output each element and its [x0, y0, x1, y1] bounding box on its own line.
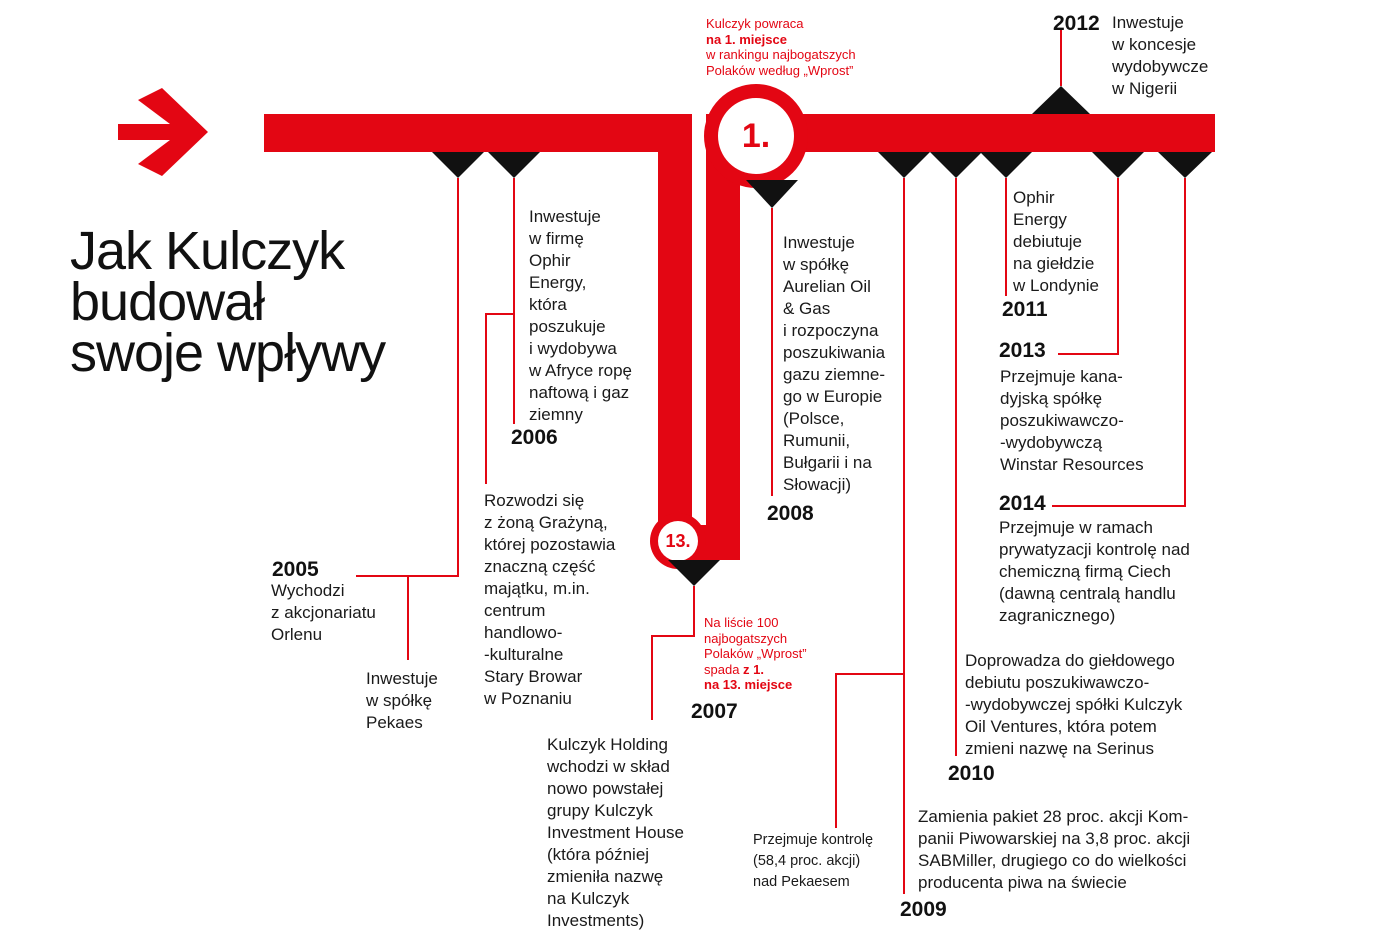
callout-top-bold: na 1. miejsce	[706, 31, 787, 47]
year-2005: 2005	[272, 558, 319, 581]
callout-drop	[704, 615, 807, 693]
event-2012-nigeria: Inwestuje w koncesje wydobywcze w Nigerii	[1112, 13, 1209, 98]
marker-2010	[930, 152, 982, 178]
marker-2012	[1032, 86, 1090, 114]
marker-2009	[878, 152, 930, 178]
year-2006: 2006	[511, 426, 558, 449]
event-2008-aurelian: Inwestuje w spółkę Aurelian Oil & Gas i rozpoczyna poszukiwania gazu ziemne- go w Europie (Polsce, Rumunii, Bułgarii i na Słowacji)	[783, 233, 886, 494]
callout-top-pre: Kulczyk powraca	[706, 16, 804, 31]
event-2005-orlen: Wychodzi z akcjonariatu Orlenu	[271, 581, 376, 644]
marker-2011	[980, 152, 1032, 178]
event-2007-holding: Kulczyk Holding wchodzi w skład nowo powstałej grupy Kulczyk Investment House (która później zmieniła nazwę na Kulczyk Investments)	[547, 735, 685, 930]
callout-drop-pre: Na liście 100 najbogatszych Polaków „Wprost” spada	[704, 615, 807, 677]
callout-top	[706, 16, 856, 78]
marker-2013	[1092, 152, 1144, 178]
event-2009-sabmiller: Zamienia pakiet 28 proc. akcji Kom- panii Piwowarskiej na 3,8 proc. akcji SABMiller, drugiego co do wielkości producenta piwa na świecie	[918, 807, 1191, 892]
marker-2007	[668, 560, 720, 586]
year-2013: 2013	[999, 339, 1046, 362]
callout-drop-bold1: z 1.	[743, 661, 765, 677]
line-2007	[652, 586, 694, 720]
event-2010-serinus: Doprowadza do giełdowego debiutu poszukiwawczo- -wydobywczej spółki Kulczyk Oil Ventures, która potem zmieni nazwę na Serinus	[965, 651, 1183, 758]
year-2012: 2012	[1053, 12, 1100, 35]
page-title: Jak Kulczyk budował swoje wpływy	[70, 221, 386, 383]
event-2013-winstar: Przejmuje kana- dyjską spółkę poszukiwawczo- -wydobywczą Winstar Resources	[1000, 367, 1144, 474]
rank-thirteen-label: 13.	[665, 531, 691, 551]
marker-2005	[432, 152, 484, 178]
callout-drop-bold2: na 13. miejsce	[704, 677, 793, 692]
event-2014-ciech: Przejmuje w ramach prywatyzacji kontrolę nad chemiczną firmą Ciech (dawną centralą handlu zagranicznego)	[999, 518, 1190, 625]
event-2011-ophir-ipo: Ophir Energy debiutuje na giełdzie w Londynie	[1013, 188, 1100, 295]
event-2005-pekaes: Inwestuje w spółkę Pekaes	[366, 669, 438, 732]
event-2006-ophir: Inwestuje w firmę Ophir Energy, która poszukuje i wydobywa w Afryce ropę naftową i gaz ziemny	[529, 207, 632, 424]
year-2011: 2011	[1002, 298, 1048, 321]
year-2010: 2010	[948, 762, 995, 785]
year-2007: 2007	[691, 700, 738, 723]
year-2008: 2008	[767, 502, 814, 525]
marker-2014	[1158, 152, 1212, 178]
year-2009: 2009	[900, 898, 947, 921]
line-2009a	[836, 674, 904, 828]
callout-top-post: w rankingu najbogatszych Polaków według „Wprost”	[706, 47, 856, 78]
event-2006-divorce: Rozwodzi się z żoną Grażyną, której pozostawia znaczną część majątku, m.in. centrum handlowo- -kulturalne Stary Browar w Poznaniu	[484, 491, 616, 708]
line-2006b	[486, 314, 514, 484]
marker-2006	[488, 152, 540, 178]
marker-2008	[746, 180, 798, 208]
rank-first-label: 1.	[741, 117, 771, 155]
year-2014: 2014	[999, 492, 1046, 515]
right-arrow-icon	[118, 88, 208, 176]
event-2009-pekaes: Przejmuje kontrolę (58,4 proc. akcji) nad Pekaesem	[753, 832, 874, 890]
